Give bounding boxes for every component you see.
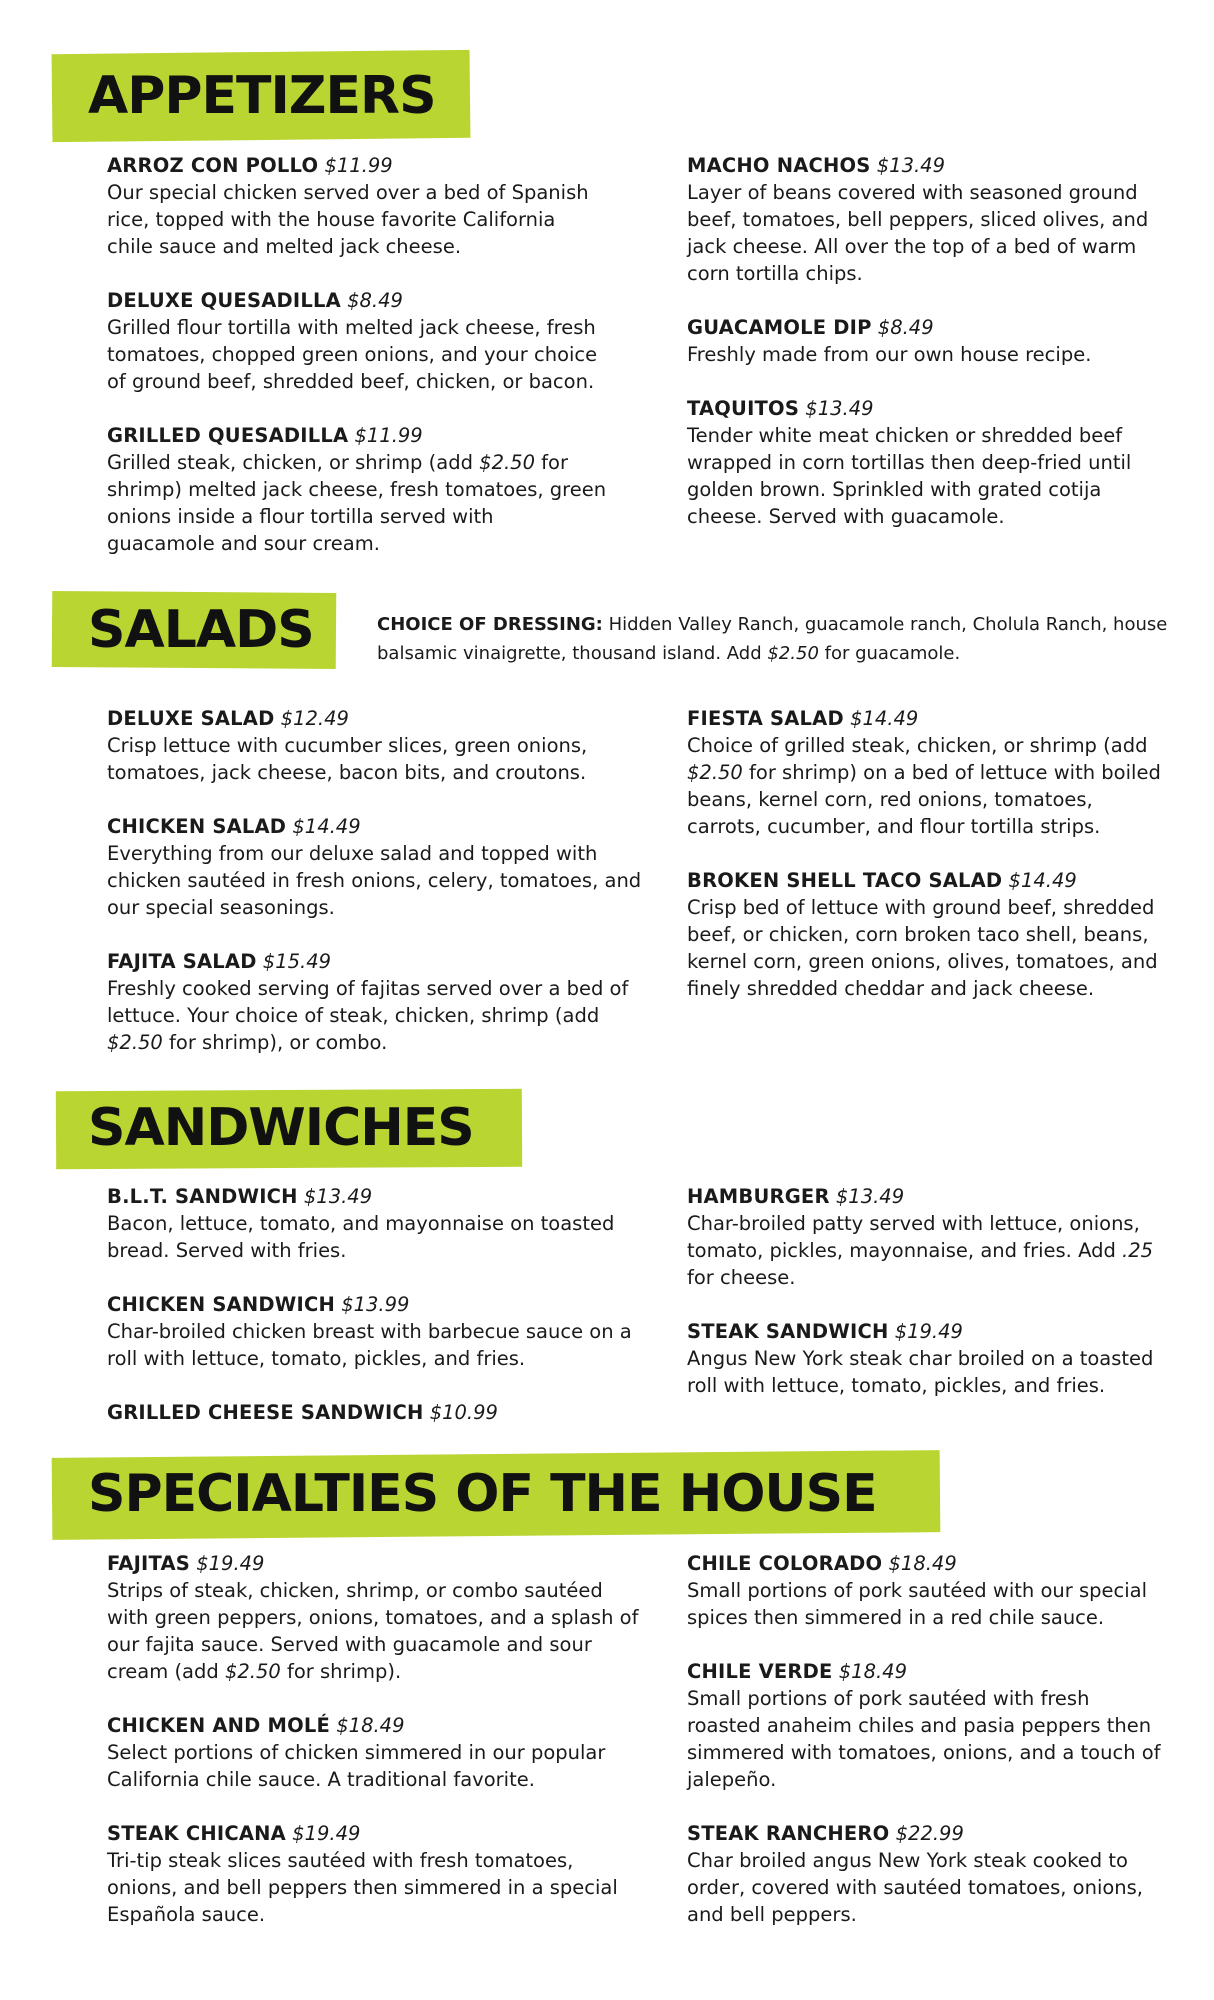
item-name: GRILLED CHEESE SANDWICH [107, 1401, 424, 1424]
item-heading [687, 1822, 964, 1845]
item-description [107, 449, 607, 557]
item-price: $18.49 [838, 1660, 907, 1683]
item-description: Freshly made from our own house recipe. [687, 343, 1092, 366]
sandwiches-left-column [107, 1183, 647, 1426]
menu-item [687, 1318, 1167, 1399]
item-description: Char-broiled chicken breast with barbecue sauce on a roll with lettuce, tomato, pickles, and fries. [107, 1320, 632, 1370]
appetizers-heading: APPETIZERS [88, 66, 436, 126]
item-description [107, 1577, 647, 1685]
menu-item [107, 1820, 647, 1928]
item-price: $12.49 [280, 707, 349, 730]
item-description [107, 975, 647, 1056]
item-heading [687, 1552, 957, 1575]
item-name: DELUXE SALAD [107, 707, 275, 730]
menu-item [687, 314, 1167, 368]
menu-item [107, 422, 607, 557]
item-heading [107, 950, 331, 973]
item-description-price: $2.50 [224, 1660, 281, 1683]
item-name: MACHO NACHOS [687, 154, 871, 177]
menu-item [687, 1183, 1167, 1291]
menu-item [107, 1550, 647, 1685]
item-heading [107, 1822, 360, 1845]
specialties-left-column [107, 1550, 647, 1928]
item-description: Our special chicken served over a bed of Spanish rice, topped with the house favorite California chile sauce and melted jack cheese. [107, 181, 589, 258]
item-description-price: $2.50 [479, 451, 535, 474]
item-name: GRILLED QUESADILLA [107, 424, 349, 447]
item-name: GUACAMOLE DIP [687, 316, 872, 339]
menu-item [107, 1183, 647, 1264]
item-heading [687, 1185, 904, 1208]
item-description [687, 732, 1167, 840]
item-heading [687, 316, 934, 339]
item-heading [687, 869, 1077, 892]
item-heading [107, 1293, 409, 1316]
specialties-right-column [687, 1550, 1167, 1928]
item-description-text: for shrimp). [280, 1660, 402, 1683]
item-description-text: for shrimp) melted jack cheese, fresh tomatoes, green onions inside a flour tortilla served with guacamole and sour cream. [107, 451, 607, 555]
item-price: $19.49 [196, 1552, 265, 1575]
menu-item [107, 1399, 647, 1426]
item-description-price: .25 [1122, 1239, 1154, 1262]
item-description: Select portions of chicken simmered in our popular California chile sauce. A traditional favorite. [107, 1741, 606, 1791]
item-heading [107, 1401, 498, 1424]
item-name: DELUXE QUESADILLA [107, 289, 341, 312]
dressing-label: CHOICE OF DRESSING: [377, 614, 603, 635]
item-name: CHICKEN SALAD [107, 815, 287, 838]
item-price: $11.99 [354, 424, 423, 447]
item-name: BROKEN SHELL TACO SALAD [687, 869, 1003, 892]
item-description: Angus New York steak char broiled on a toasted roll with lettuce, tomato, pickles, and fries. [687, 1347, 1154, 1397]
item-name: FAJITA SALAD [107, 950, 257, 973]
item-description-text: Strips of steak, chicken, shrimp, or combo sautéed with green peppers, onions, tomatoes, and a splash of our fajita sauce. Served with guacamole and sour cream (add [107, 1579, 639, 1683]
item-price: $13.49 [805, 397, 874, 420]
menu-item [107, 1712, 647, 1793]
item-heading [687, 1320, 963, 1343]
item-heading [107, 707, 349, 730]
item-description-text: for shrimp), or combo. [162, 1031, 388, 1054]
dressing-note [377, 610, 1177, 668]
item-name: STEAK RANCHERO [687, 1822, 890, 1845]
menu-item [687, 152, 1167, 287]
item-price: $8.49 [877, 316, 934, 339]
menu-item [107, 287, 607, 395]
item-heading [107, 1552, 264, 1575]
item-price: $18.49 [336, 1714, 405, 1737]
dressing-text: Hidden Valley Ranch, guacamole ranch, Cholula Ranch, house balsamic vinaigrette, thousand island. Add [377, 614, 1168, 664]
item-description: Tri-tip steak slices sautéed with fresh tomatoes, onions, and bell peppers then simmered in a special Española sauce. [107, 1849, 618, 1926]
item-description-text: Grilled steak, chicken, or shrimp (add [107, 451, 480, 474]
item-price: $19.49 [894, 1320, 963, 1343]
item-price: $8.49 [347, 289, 403, 312]
menu-item [107, 705, 647, 786]
item-heading [687, 707, 918, 730]
item-description-text: for cheese. [687, 1266, 796, 1289]
item-heading [107, 289, 403, 312]
item-price: $14.49 [1008, 869, 1077, 892]
item-description-text: for shrimp) on a bed of lettuce with boiled beans, kernel corn, red onions, tomatoes, carrots, cucumber, and flour tortilla strips. [687, 761, 1161, 838]
item-description [687, 1210, 1167, 1291]
item-heading [107, 1714, 405, 1737]
item-description: Tender white meat chicken or shredded beef wrapped in corn tortillas then deep-fried until golden brown. Sprinkled with grated cotija cheese. Served with guacamole. [687, 424, 1132, 528]
item-price: $14.49 [292, 815, 361, 838]
item-name: ARROZ CON POLLO [107, 154, 319, 177]
item-price: $13.49 [876, 154, 945, 177]
item-price: $10.99 [429, 1401, 498, 1424]
item-description: Everything from our deluxe salad and topped with chicken sautéed in fresh onions, celery, tomatoes, and our special seasonings. [107, 842, 642, 919]
specialties-heading: SPECIALTIES OF THE HOUSE [88, 1464, 877, 1524]
item-name: CHICKEN AND MOLÉ [107, 1714, 331, 1737]
item-heading [107, 424, 423, 447]
sandwiches-heading: SANDWICHES [88, 1098, 474, 1158]
dressing-post: for guacamole. [818, 643, 961, 664]
item-description: Grilled flour tortilla with melted jack cheese, fresh tomatoes, chopped green onions, and your choice of ground beef, shredded beef, chicken, or bacon. [107, 316, 598, 393]
item-description: Layer of beans covered with seasoned ground beef, tomatoes, bell peppers, sliced olives, and jack cheese. All over the top of a bed of warm corn tortilla chips. [687, 181, 1149, 285]
appetizers-left-column [107, 152, 607, 557]
item-description-text: Choice of grilled steak, chicken, or shrimp (add [687, 734, 1148, 757]
item-name: TAQUITOS [687, 397, 800, 420]
item-name: CHICKEN SANDWICH [107, 1293, 335, 1316]
item-price: $13.99 [341, 1293, 410, 1316]
item-price: $11.99 [324, 154, 393, 177]
dressing-price: $2.50 [767, 643, 819, 664]
menu-item [107, 152, 607, 260]
item-name: STEAK SANDWICH [687, 1320, 889, 1343]
salads-left-column [107, 705, 647, 1056]
menu-item [687, 1820, 1167, 1928]
item-heading [107, 1185, 372, 1208]
item-price: $15.49 [262, 950, 332, 973]
item-price: $14.49 [850, 707, 919, 730]
item-name: CHILE VERDE [687, 1660, 833, 1683]
menu-item [107, 1291, 647, 1372]
item-description: Char broiled angus New York steak cooked to order, covered with sautéed tomatoes, onions, and bell peppers. [687, 1849, 1144, 1926]
menu-item [107, 813, 647, 921]
item-description: Small portions of pork sautéed with fresh roasted anaheim chiles and pasia peppers then simmered with tomatoes, onions, and a touch of jalepeño. [687, 1687, 1161, 1791]
item-price: $18.49 [888, 1552, 957, 1575]
sandwiches-right-column [687, 1183, 1167, 1399]
item-description-text: Freshly cooked serving of fajitas served over a bed of lettuce. Your choice of steak, chicken, shrimp (add [107, 977, 629, 1027]
item-heading [107, 815, 361, 838]
item-description: Small portions of pork sautéed with our special spices then simmered in a red chile sauce. [687, 1579, 1148, 1629]
item-price: $13.49 [303, 1185, 373, 1208]
item-description-price: $2.50 [107, 1031, 163, 1054]
item-name: FAJITAS [107, 1552, 191, 1575]
item-price: $19.49 [292, 1822, 361, 1845]
menu-item [687, 395, 1167, 530]
item-heading [687, 397, 874, 420]
item-price: $13.49 [835, 1185, 905, 1208]
item-price: $22.99 [895, 1822, 964, 1845]
item-description-text: Char-broiled patty served with lettuce, onions, tomato, pickles, mayonnaise, and fries. Add [687, 1212, 1140, 1262]
menu-item [107, 948, 647, 1056]
appetizers-right-column [687, 152, 1167, 530]
item-heading [687, 154, 945, 177]
item-name: FIESTA SALAD [687, 707, 844, 730]
item-description-price: $2.50 [687, 761, 743, 784]
menu-item [687, 705, 1167, 840]
item-heading [107, 154, 393, 177]
menu-item [687, 1550, 1167, 1631]
item-name: HAMBURGER [687, 1185, 830, 1208]
item-name: STEAK CHICANA [107, 1822, 286, 1845]
menu-item [687, 867, 1167, 1002]
item-description: Crisp bed of lettuce with ground beef, shredded beef, or chicken, corn broken taco shell, beans, kernel corn, green onions, olives, tomatoes, and finely shredded cheddar and jack cheese. [687, 896, 1158, 1000]
salads-right-column [687, 705, 1167, 1002]
item-name: B.L.T. SANDWICH [107, 1185, 298, 1208]
salads-heading: SALADS [88, 600, 314, 660]
item-description: Bacon, lettuce, tomato, and mayonnaise on toasted bread. Served with fries. [107, 1212, 615, 1262]
item-heading [687, 1660, 907, 1683]
menu-item [687, 1658, 1167, 1793]
item-description: Crisp lettuce with cucumber slices, green onions, tomatoes, jack cheese, bacon bits, and croutons. [107, 734, 588, 784]
item-name: CHILE COLORADO [687, 1552, 883, 1575]
